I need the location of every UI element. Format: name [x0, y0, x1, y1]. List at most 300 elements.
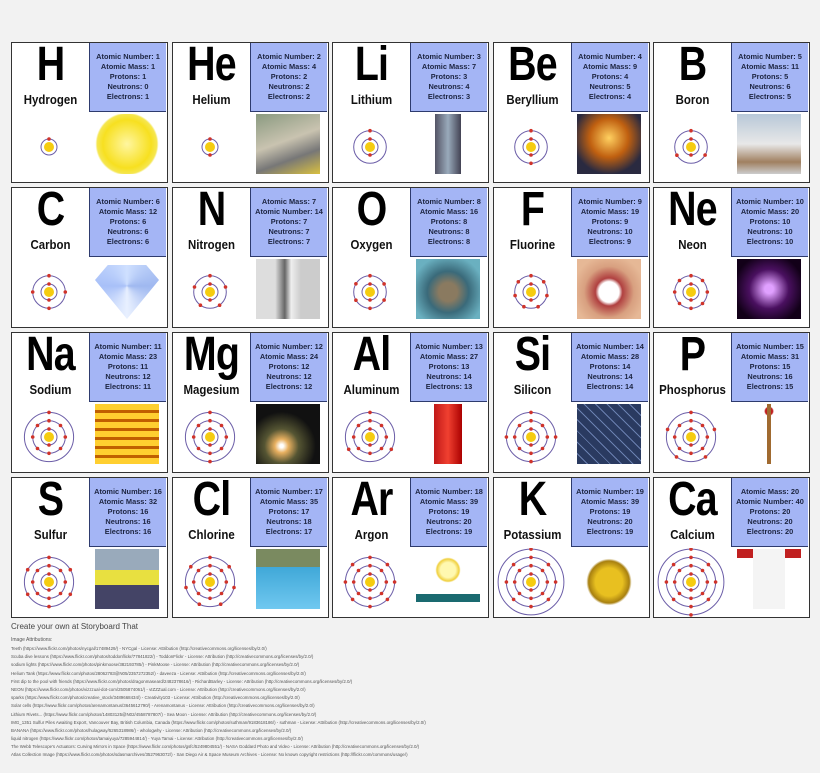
electron	[512, 598, 516, 602]
attribution-line: liquid nitrogen (https://www.flickr.com/photos/tamaiyuya/7285944814/) - Yuya Tamai - License: Attribution (http://creativecommons.org/licenses/by/2.0/)	[11, 736, 303, 742]
electron	[529, 572, 533, 576]
electron	[529, 556, 533, 560]
info-line: Neutrons: 20	[587, 517, 633, 526]
electron	[554, 435, 558, 439]
electron	[354, 282, 358, 286]
electron	[529, 411, 533, 415]
info-line: Protons: 7	[270, 217, 308, 226]
electron	[518, 447, 522, 451]
nucleus	[365, 287, 375, 297]
electron	[382, 298, 386, 302]
info-line: Electrons: 9	[588, 237, 632, 246]
electron	[197, 447, 201, 451]
info-line: Atomic Mass: 12	[98, 207, 158, 216]
atom-model	[12, 548, 87, 617]
electron	[220, 569, 224, 573]
info-line: Neutrons: 0	[107, 82, 149, 91]
atom-model	[173, 403, 248, 472]
electron	[227, 565, 231, 569]
nucleus	[686, 287, 696, 297]
info-line: Atomic Number: 10	[736, 197, 804, 206]
storyboard-that-link[interactable]: Create your own at Storyboard That	[11, 622, 139, 631]
info-line: Neutrons: 8	[428, 227, 470, 236]
electron	[689, 419, 693, 423]
electron	[64, 435, 68, 439]
info-line: Neutrons: 20	[747, 517, 793, 526]
teeth-image	[577, 259, 641, 319]
nucleus	[526, 287, 536, 297]
element-info-box	[89, 478, 166, 547]
info-line: Atomic Number: 1	[96, 52, 160, 61]
info-line: Atomic Number: 15	[736, 342, 804, 351]
element-card-lithium	[332, 38, 489, 183]
sulfur-piles-image	[95, 549, 159, 609]
electron	[672, 563, 676, 567]
electron	[689, 548, 693, 551]
element-info-box	[250, 333, 327, 402]
electron	[522, 305, 526, 309]
electron	[529, 564, 533, 568]
info-line: Atomic Mass: 24	[259, 352, 319, 361]
electron	[689, 411, 693, 415]
info-line: Atomic Mass: 35	[259, 497, 319, 506]
element-card-beryllium	[493, 38, 650, 183]
electron	[220, 447, 224, 451]
element-symbol: Na	[26, 328, 75, 381]
electron	[36, 447, 40, 451]
electron	[689, 427, 693, 431]
electron	[673, 290, 677, 294]
electron	[689, 153, 693, 157]
nucleus	[205, 142, 215, 152]
info-line: Atomic Mass: 31	[740, 352, 800, 361]
info-line: Electrons: 3	[427, 92, 471, 101]
info-line: Electrons: 6	[106, 237, 150, 246]
info-line: Atomic Number: 12	[255, 342, 323, 351]
atom-diagram	[173, 548, 248, 617]
element-symbol: F	[520, 183, 545, 236]
milk-jug-image	[737, 549, 801, 609]
electron	[706, 435, 710, 439]
electron	[675, 153, 679, 157]
electron	[547, 563, 551, 567]
info-line: Atomic Mass: 28	[580, 352, 640, 361]
element-info-box	[571, 43, 648, 112]
electron	[368, 427, 372, 431]
electron	[505, 435, 509, 439]
electron	[541, 447, 545, 451]
electron	[689, 282, 693, 286]
electron	[47, 419, 51, 423]
neon-sign-image	[737, 259, 801, 319]
electron	[707, 563, 711, 567]
solar-cells-image	[577, 404, 641, 464]
element-symbol: Al	[352, 328, 391, 381]
electron	[47, 298, 51, 302]
element-symbol: B	[678, 38, 707, 91]
info-line: Protons: 17	[268, 507, 310, 516]
electron	[193, 285, 197, 289]
element-card-phosphorus	[653, 328, 810, 473]
element-symbol: S	[37, 473, 64, 526]
info-line: Electrons: 14	[586, 382, 634, 391]
attribution-line: Scuba dive lessons (https://www.flickr.com/photos/toddonflickr/77841822/) - ToddonFlickr - License: Attribution (http://creativecommons.org/licenses/by/2.0/)	[11, 654, 314, 660]
info-line: Protons: 19	[428, 507, 470, 516]
attribution-line: Atlas Collection Image (https://www.flickr.com/photos/sdasmarchives/3527963072/) - San Diego Air & Space Museum Archives - License: No known copyright restrictions (http://flickr.com/commons/usage/)	[11, 752, 408, 758]
element-symbol: Cl	[192, 473, 231, 526]
electron	[69, 568, 73, 572]
atom-model	[494, 403, 569, 472]
atom-diagram	[333, 258, 408, 327]
info-line: Protons: 11	[107, 362, 149, 371]
electron	[672, 598, 676, 602]
electron	[224, 285, 228, 289]
info-line: Neutrons: 5	[589, 82, 631, 91]
electron	[189, 565, 193, 569]
scuba-image	[416, 259, 480, 319]
electron	[505, 580, 509, 584]
nucleus	[365, 432, 375, 442]
info-line: Neutrons: 7	[268, 227, 310, 236]
electron	[678, 424, 682, 428]
info-line: Atomic Number: 4	[578, 52, 642, 61]
electron	[529, 129, 533, 133]
element-info-box	[250, 478, 327, 547]
electron	[689, 588, 693, 592]
electron	[220, 592, 224, 596]
electron	[357, 569, 361, 573]
diamond-image	[95, 259, 159, 319]
nucleus	[686, 577, 696, 587]
electron	[678, 569, 682, 573]
atom-model	[333, 113, 408, 182]
nucleus	[44, 142, 54, 152]
element-info-box	[89, 43, 166, 112]
atom-model	[654, 113, 729, 182]
info-line: Electrons: 8	[427, 237, 471, 246]
electron	[368, 588, 372, 592]
element-symbol: P	[679, 328, 706, 381]
element-name: Fluorine	[509, 237, 556, 252]
electron	[64, 580, 68, 584]
electron	[219, 602, 223, 606]
nucleus	[526, 432, 536, 442]
nucleus	[526, 577, 536, 587]
element-info-box	[410, 333, 487, 402]
electron	[368, 153, 372, 157]
electron	[232, 586, 236, 590]
electron	[513, 580, 517, 584]
electron	[701, 424, 705, 428]
element-symbol: N	[197, 183, 226, 236]
element-symbol: Mg	[183, 328, 240, 381]
element-name: Helium	[192, 92, 231, 107]
element-name: Calcium	[670, 527, 715, 542]
electron	[47, 556, 51, 560]
element-name: Boron	[675, 92, 710, 107]
electron	[184, 586, 188, 590]
element-symbol: Be	[508, 38, 557, 91]
info-line: Protons: 15	[749, 362, 791, 371]
info-line: Electrons: 16	[104, 527, 152, 536]
electron	[36, 592, 40, 596]
electron	[368, 572, 372, 576]
match-image	[737, 404, 801, 464]
electron	[368, 597, 372, 601]
info-line: Neutrons: 12	[266, 372, 312, 381]
atom-model	[494, 258, 569, 327]
atom-diagram	[173, 113, 248, 182]
element-info-box	[571, 478, 648, 547]
electron	[385, 435, 389, 439]
element-card-sulfur	[11, 473, 168, 618]
electron	[529, 274, 533, 278]
electron	[208, 597, 212, 601]
electron	[47, 588, 51, 592]
nucleus	[205, 432, 215, 442]
info-line: Protons: 13	[428, 362, 470, 371]
electron	[390, 448, 394, 452]
element-card-sodium	[11, 328, 168, 473]
element-info-box	[571, 333, 648, 402]
info-line: Atomic Mass: 20	[740, 487, 800, 496]
electron	[347, 448, 351, 452]
info-line: Atomic Number: 14	[255, 207, 323, 216]
electron	[380, 447, 384, 451]
rocket-image	[737, 114, 801, 174]
info-line: Protons: 2	[270, 72, 308, 81]
info-line: Neutrons: 10	[587, 227, 633, 236]
electron	[31, 435, 35, 439]
atom-model	[12, 258, 87, 327]
electron	[529, 137, 533, 141]
info-line: Electrons: 7	[267, 237, 311, 246]
electron	[706, 580, 710, 584]
atom-model	[12, 403, 87, 472]
electron	[208, 153, 212, 157]
info-line: Electrons: 15	[746, 382, 794, 391]
electron	[518, 424, 522, 428]
atom-model	[654, 548, 729, 617]
electron	[208, 411, 212, 415]
nucleus	[44, 287, 54, 297]
info-line: Atomic Mass: 27	[419, 352, 479, 361]
electron	[351, 563, 355, 567]
attribution-line: BANANA (https://www.flickr.com/photos/hulagway/5265318986/) - whologwhy - License: Attribution (http://creativecommons.org/licenses/by/2.0/)	[11, 727, 292, 733]
info-line: Protons: 12	[268, 362, 310, 371]
webb-actuators-image	[577, 114, 641, 174]
electron	[192, 435, 196, 439]
info-line: Neutrons: 10	[747, 227, 793, 236]
element-grid	[11, 38, 811, 618]
electron	[545, 294, 549, 298]
atom-model	[654, 403, 729, 472]
electron	[678, 447, 682, 451]
electron	[701, 569, 705, 573]
electron	[208, 137, 212, 141]
info-line: Atomic Mass: 9	[582, 62, 638, 71]
element-card-nitrogen	[172, 183, 329, 328]
info-line: Atomic Number: 3	[417, 52, 481, 61]
info-line: Atomic Number: 11	[94, 342, 162, 351]
element-symbol: Ar	[350, 473, 393, 526]
electron	[714, 580, 718, 584]
electron	[47, 452, 51, 456]
electron	[386, 598, 390, 602]
element-name: Phosphorus	[659, 382, 726, 397]
electron	[689, 443, 693, 447]
electron	[546, 435, 550, 439]
element-symbol: He	[187, 38, 236, 91]
electron	[208, 274, 212, 278]
nucleus	[686, 432, 696, 442]
electron	[368, 282, 372, 286]
electron	[529, 162, 533, 166]
atom-diagram	[173, 258, 248, 327]
atom-model	[173, 548, 248, 617]
element-card-fluorine	[493, 183, 650, 328]
atom-model	[333, 258, 408, 327]
atom-diagram	[654, 113, 729, 182]
sodium-lights-image	[95, 404, 159, 464]
info-line: Atomic Number: 14	[576, 342, 644, 351]
info-line: Atomic Mass: 19	[580, 207, 640, 216]
electron	[701, 302, 705, 306]
element-info-box	[410, 478, 487, 547]
element-name: Potassium	[503, 527, 562, 542]
pool-image	[256, 549, 320, 609]
electron	[208, 427, 212, 431]
attributions-title: Image Attributions:	[11, 637, 53, 643]
helium-tank-image	[256, 114, 320, 174]
attribution-line: Helium Tank (https://www.flickr.com/photos/28062783@N05/2357272352/) - daveeza - License: Attribution (http://creativecommons.org/licenses/by/2.0/)	[11, 670, 306, 676]
info-line: Protons: 14	[589, 362, 631, 371]
nucleus	[526, 142, 536, 152]
atom-diagram	[494, 113, 569, 182]
info-line: Electrons: 1	[106, 92, 150, 101]
electron	[47, 137, 51, 141]
atom-diagram	[333, 548, 408, 617]
element-symbol: C	[36, 183, 65, 236]
electron	[197, 592, 201, 596]
element-symbol: Ca	[668, 473, 717, 526]
electron	[529, 443, 533, 447]
element-card-potassium	[493, 473, 650, 618]
electron	[47, 411, 51, 415]
info-line: Neutrons: 12	[105, 372, 151, 381]
atom-diagram	[173, 403, 248, 472]
element-symbol: O	[356, 183, 387, 236]
info-line: Electrons: 20	[746, 527, 794, 536]
electron	[352, 435, 356, 439]
electron	[225, 435, 229, 439]
element-info-box	[731, 478, 808, 547]
info-line: Electrons: 19	[425, 527, 473, 536]
electron	[368, 274, 372, 278]
attribution-line: Solar cells (https://www.flickr.com/photos/arenamontanus/3645612790/) - Arenamontanus - License: Attribution (http://creativecommons.org/licenses/by/2.0/)	[11, 703, 315, 709]
electron	[352, 580, 356, 584]
element-info-box	[410, 43, 487, 112]
electron	[368, 556, 372, 560]
element-symbol: Si	[514, 328, 551, 381]
element-card-neon	[653, 183, 810, 328]
electron	[689, 137, 693, 141]
element-info-box	[250, 43, 327, 112]
electron	[380, 592, 384, 596]
electron	[59, 569, 63, 573]
attributions-list	[11, 645, 426, 760]
electron	[701, 447, 705, 451]
atom-model	[494, 548, 569, 617]
info-line: Neutrons: 16	[105, 517, 151, 526]
nucleus	[365, 577, 375, 587]
element-name: Neon	[678, 237, 707, 252]
info-line: Atomic Mass: 39	[580, 497, 640, 506]
element-name: Carbon	[30, 237, 71, 252]
element-card-carbon	[11, 183, 168, 328]
element-card-chlorine	[172, 473, 329, 618]
element-info-box	[89, 188, 166, 257]
nucleus	[205, 577, 215, 587]
electron	[546, 580, 550, 584]
electron	[675, 455, 679, 459]
electron	[368, 137, 372, 141]
electron	[689, 597, 693, 601]
info-line: Atomic Mass: 23	[98, 352, 158, 361]
info-line: Protons: 9	[591, 217, 629, 226]
element-name: Silicon	[513, 382, 552, 397]
electron	[368, 129, 372, 133]
electron	[547, 598, 551, 602]
electron	[393, 580, 397, 584]
info-line: Atomic Mass: 1	[100, 62, 156, 71]
atom-model	[173, 113, 248, 182]
electron	[357, 424, 361, 428]
element-card-aluminum	[332, 328, 489, 473]
electron	[689, 613, 693, 617]
element-card-silicon	[493, 328, 650, 473]
info-line: Neutrons: 20	[426, 517, 472, 526]
electron	[368, 419, 372, 423]
element-name: Argon	[354, 527, 389, 542]
element-info-box	[89, 333, 166, 402]
info-line: Atomic Number: 8	[417, 197, 481, 206]
electron	[529, 460, 533, 464]
electron	[666, 428, 670, 432]
electron	[208, 588, 212, 592]
electron	[529, 298, 533, 302]
electron	[385, 580, 389, 584]
info-line: Atomic Mass: 4	[261, 62, 317, 71]
element-info-box	[731, 188, 808, 257]
atom-diagram	[12, 548, 87, 617]
element-info-box	[410, 188, 487, 257]
electron	[344, 580, 348, 584]
info-line: Protons: 8	[430, 217, 468, 226]
info-line: Protons: 3	[430, 72, 468, 81]
atom-model	[654, 258, 729, 327]
info-line: Protons: 20	[749, 507, 791, 516]
element-card-calcium	[653, 473, 810, 618]
info-line: Electrons: 12	[265, 382, 313, 391]
atom-model	[333, 403, 408, 472]
electron	[31, 580, 35, 584]
info-line: Neutrons: 6	[107, 227, 149, 236]
electron	[36, 424, 40, 428]
element-name: Beryllium	[506, 92, 559, 107]
info-line: Neutrons: 4	[428, 82, 470, 91]
electron	[689, 452, 693, 456]
